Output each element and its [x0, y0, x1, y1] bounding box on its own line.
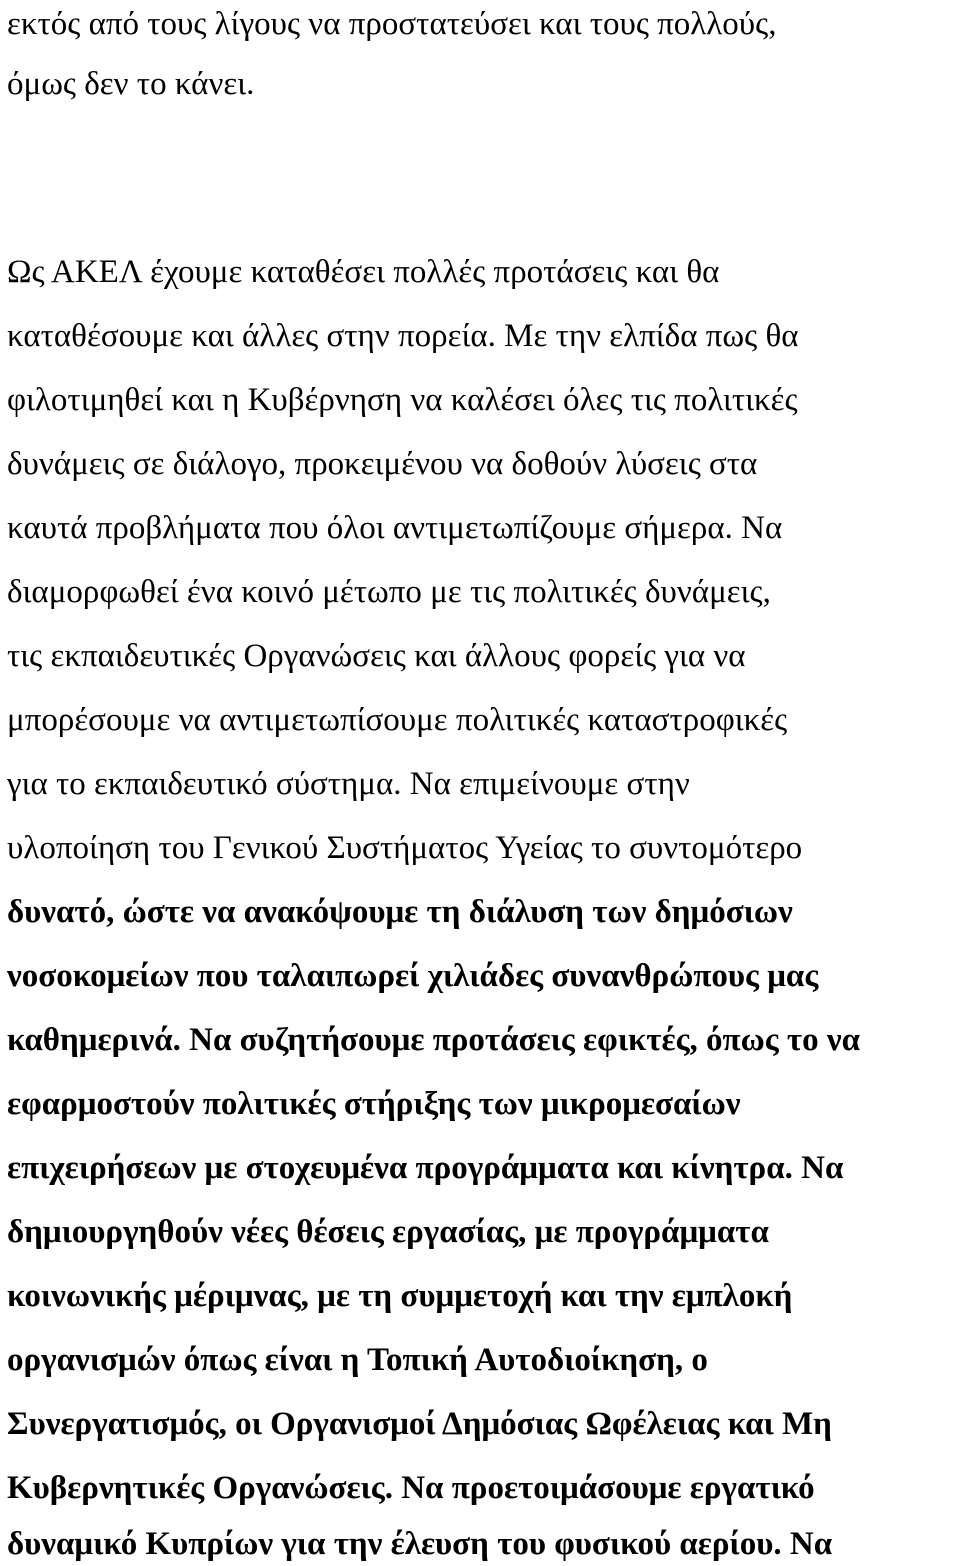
text-line-13: δυνατό, ώστε να ανακόψουμε τη διάλυση των δημόσιων	[7, 894, 793, 930]
text-line-5: φιλοτιμηθεί και η Κυβέρνηση να καλέσει όλες τις πολιτικές	[7, 382, 798, 418]
text-line-17: επιχειρήσεων με στοχευμένα προγράμματα και κίνητρα. Να	[7, 1150, 844, 1186]
text-line-4: καταθέσουμε και άλλες στην πορεία. Με την ελπίδα πως θα	[7, 318, 799, 354]
text-line-3: Ως ΑΚΕΛ έχουμε καταθέσει πολλές προτάσεις και θα	[7, 254, 720, 290]
text-line-2: όμως δεν το κάνει.	[7, 66, 255, 102]
text-line-6: δυνάμεις σε διάλογο, προκειμένου να δοθούν λύσεις στα	[7, 446, 758, 482]
text-line-8: διαμορφωθεί ένα κοινό μέτωπο με τις πολιτικές δυνάμεις,	[7, 574, 771, 610]
text-line-14: νοσοκομείων που ταλαιπωρεί χιλιάδες συνανθρώπους μας	[7, 958, 819, 994]
text-line-1: εκτός από τους λίγους να προστατεύσει και τους πολλούς,	[7, 6, 777, 42]
text-line-21: Συνεργατισμός, οι Οργανισμοί Δημόσιας Ωφέλειας και Μη	[7, 1406, 832, 1442]
text-line-11: για το εκπαιδευτικό σύστημα. Να επιμείνουμε στην	[7, 766, 690, 802]
text-line-22: Κυβερνητικές Οργανώσεις. Να προετοιμάσουμε εργατικό	[7, 1470, 815, 1506]
text-line-16: εφαρμοστούν πολιτικές στήριξης των μικρομεσαίων	[7, 1086, 741, 1122]
text-line-12: υλοποίηση του Γενικού Συστήματος Υγείας το συντομότερο	[7, 830, 803, 866]
text-line-9: τις εκπαιδευτικές Οργανώσεις και άλλους φορείς για να	[7, 638, 746, 674]
text-line-23: δυναμικό Κυπρίων για την έλευση του φυσικού αερίου. Να	[7, 1526, 833, 1562]
text-line-19: κοινωνικής μέριμνας, με τη συμμετοχή και την εμπλοκή	[7, 1278, 793, 1314]
text-line-15: καθημερινά. Να συζητήσουμε προτάσεις εφικτές, όπως το να	[7, 1022, 860, 1058]
text-line-18: δημιουργηθούν νέες θέσεις εργασίας, με προγράμματα	[7, 1214, 769, 1250]
text-line-7: καυτά προβλήματα που όλοι αντιμετωπίζουμε σήμερα. Να	[7, 510, 783, 546]
text-line-20: οργανισμών όπως είναι η Τοπική Αυτοδιοίκηση, ο	[7, 1342, 708, 1378]
text-line-10: μπορέσουμε να αντιμετωπίσουμε πολιτικές καταστροφικές	[7, 702, 788, 738]
